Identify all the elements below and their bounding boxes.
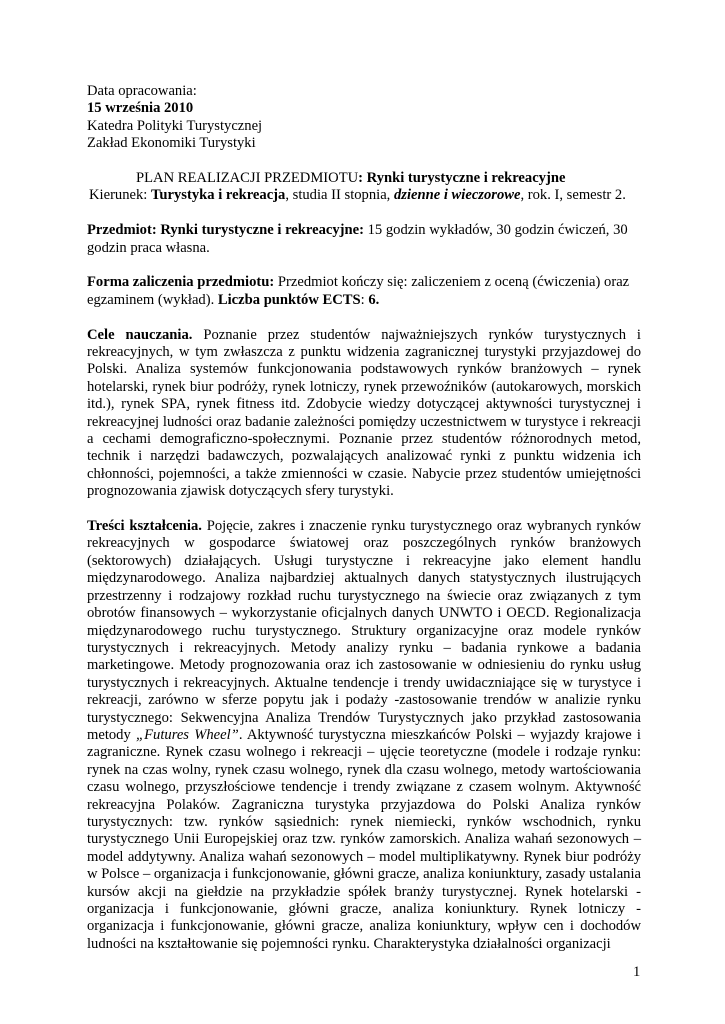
kierunek-label: Kierunek: — [89, 187, 152, 204]
przedmiot-paragraph — [87, 222, 641, 257]
kierunek-mode: dzienne i wieczorowe — [393, 187, 521, 204]
document-body — [87, 83, 641, 953]
forma-paragraph — [87, 274, 641, 309]
kierunek-name: Turystyka i rekreacja — [151, 187, 286, 204]
ects-sep: : — [360, 291, 369, 308]
forma-text: Przedmiot kończy się: zaliczeniem z oceną (ćwiczenia) oraz egzaminem (wykład). — [87, 274, 630, 308]
cele-paragraph — [87, 327, 641, 501]
ects-value: 6. — [368, 291, 380, 308]
kierunek-mid: , studia II stopnia, — [285, 187, 394, 204]
header-dept-2: Zakład Ekonomiki Turystyki — [87, 135, 256, 152]
przedmiot-text: 15 godzin wykładów, 30 godzin ćwiczeń, 30 godzin praca własna. — [87, 222, 628, 256]
tresci-label: Treści kształcenia. — [87, 518, 202, 535]
ects-label: Liczba punktów ECTS — [217, 291, 361, 308]
futures-wheel: „Futures Wheel” — [136, 726, 239, 743]
title-prefix: PLAN REALIZACJI PRZEDMIOTU — [136, 170, 359, 187]
page-number: 1 — [633, 964, 641, 980]
forma-label: Forma zaliczenia przedmiotu: — [87, 274, 275, 291]
kierunek-tail: , rok. I, semestr 2. — [520, 187, 626, 204]
tresci-paragraph — [87, 518, 641, 953]
document-title — [136, 170, 641, 187]
title-suffix: : Rynki turystyczne i rekreacyjne — [358, 170, 566, 187]
przedmiot-label: Przedmiot: Rynki turystyczne i rekreacyjne: — [87, 222, 364, 239]
tresci-text-1: Pojęcie, zakres i znaczenie rynku turystycznego oraz wybranych rynków rekreacyjnych w gospodarce światowej oraz poszczególnych rynków branżowych (sektorowych) działających. Usługi turystyczne i rekreacyjne jako element handlu międzynarodowego. Analiza najbardziej aktualnych danych statystycznych ilustrujących przestrzenny i rodzajowy rozkład ruchu turystycznego na świecie oraz związanych z tym obrotów finansowych – wykorzystanie oficjalnych danych UNWTO i OECD. Regionalizacja międzynarodowego ruchu turystycznego. Struktury organizacyjne oraz modele rynków turystycznych i rekreacyjnych. Metody analizy rynku – badania rynkowe a badania marketingowe. Metody prognozowania oraz ich zastosowanie w odniesieniu do rynku usług turystycznych i rekreacyjnych. Aktualne tendencje i trendy uwidaczniające się w turystyce i rekreacji, zarówno w sferze popytu jak i podaży -zastosowanie trendów w analizie rynku turystycznego: Sekwencyjna Analiza Trendów Turystycznych jako przykład zastosowania metody — [87, 518, 641, 743]
cele-label: Cele nauczania. — [87, 326, 193, 343]
cele-text: Poznanie przez studentów najważniejszych rynków turystycznych i rekreacyjnych, w tym zwłaszcza z punktu widzenia zagranicznej turystyki przyjazdowej do Polski. Analiza systemów funkcjonowania podstawowych rynków branżowych – rynek hotelarski, rynek biur podróży, rynek lotniczy, rynek przewoźników (autokarowych, morskich itd.), rynek SPA, rynek fitness itd. Zdobycie wiedzy dotyczącej aktywności turystycznej i rekreacyjnej ludności oraz badanie zależności pomiędzy uczestnictwem w turystyce i rekreacji a cechami demograficzno-społecznymi. Poznanie przez studentów różnorodnych metod, technik i narzędzi badawczych, pozwalających analizować rynki z punktu widzenia ich chłonności, pojemności, a także zmienności w czasie. Nabycie przez studentów umiejętności prognozowania zjawisk dotyczących sfery turystyki. — [87, 326, 641, 500]
header-dept-1: Katedra Polityki Turystycznej — [87, 117, 263, 134]
kierunek-line — [89, 187, 641, 204]
tresci-text-2: . Aktywność turystyczna mieszkańców Polski – wyjazdy krajowe i zagraniczne. Rynek czasu wolnego i rekreacji – ujęcie teoretyczne (modele i rodzaje rynku: rynek na czas wolny, rynek czasu wolnego, rynek dla czasu wolnego, metody wartościowania czasu wolnego, przyszłościowe tendencje i trendy związane z czasem wolnym. Aktywność rekreacyjna Polaków. Zagraniczna turystyka przyjazdowa do Polski Analiza rynków turystycznych: tzw. rynków sąsiednich: rynek niemiecki, rynków wschodnich, rynku turystycznego Unii Europejskiej oraz tzw. rynków zamorskich. Analiza wahań sezonowych – model addytywny. Analiza wahań sezonowych – model multiplikatywny. Rynek biur podróży w Polsce – organizacja i funkcjonowanie, główni gracze, analiza koniunktury, zasady ustalania kursów akcji na giełdzie na przykładzie spółek branży turystycznej. Rynek hotelarski - organizacja i funkcjonowanie, główni gracze, analiza koniunktury. Rynek lotniczy - organizacja i funkcjonowanie, główni gracze, analiza koniunktury, wpływ cen i dochodów ludności na kształtowanie się pojemności rynku. Charakterystyka działalności organizacji — [87, 726, 641, 952]
header-data-label: Data opracowania: — [87, 83, 197, 99]
header-date: 15 września 2010 — [87, 100, 194, 117]
